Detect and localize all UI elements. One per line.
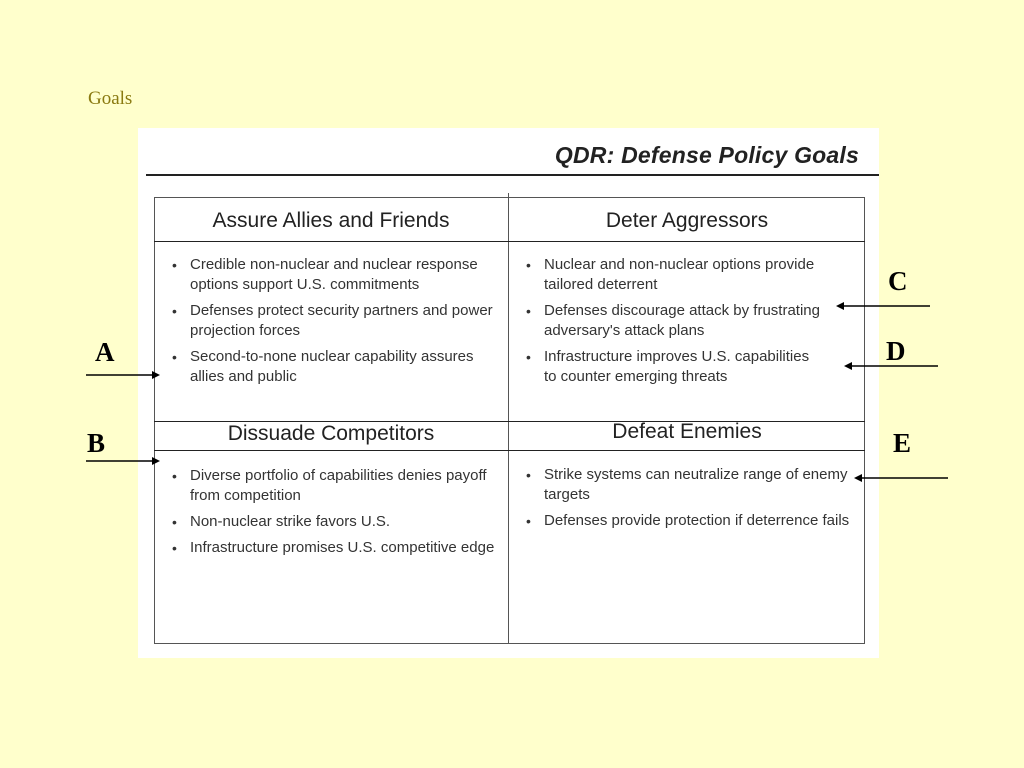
- list-item: • Credible non-nuclear and nuclear response options support U.S. commitments: [168, 255, 498, 295]
- slide-title: Goals: [88, 88, 133, 109]
- list-item: • Strike systems can neutralize range of enemy targets: [522, 465, 852, 505]
- arrow-left-icon: [852, 470, 950, 486]
- bullets-defeat-enemies: [522, 465, 852, 537]
- list-item: • Infrastructure improves U.S. capabilities to counter emerging threats: [522, 347, 822, 387]
- arrow-right-icon: [84, 367, 164, 383]
- title-rule: [146, 174, 879, 176]
- label-b: B: [87, 428, 106, 458]
- bullets-assure-allies: [168, 255, 498, 393]
- heading-deter-aggressors: Deter Aggressors: [605, 209, 769, 232]
- list-item: • Nuclear and non-nuclear options provide tailored deterrent: [522, 255, 822, 295]
- arrow-left-icon: [842, 358, 940, 374]
- label-c: C: [888, 266, 908, 296]
- label-e: E: [893, 428, 912, 458]
- middle-rule-lower: [154, 450, 865, 451]
- heading-assure-allies: Assure Allies and Friends: [212, 209, 450, 232]
- bullets-deter-aggressors: [522, 255, 822, 393]
- arrow-left-icon: [834, 298, 932, 314]
- list-item: • Non-nuclear strike favors U.S.: [168, 512, 498, 532]
- heading-dissuade-competitors: Dissuade Competitors: [227, 422, 435, 445]
- qdr-goals-panel: [138, 128, 879, 658]
- list-item: • Defenses discourage attack by frustrating adversary's attack plans: [522, 301, 822, 341]
- arrow-right-icon: [84, 453, 164, 469]
- heading-defeat-enemies: Defeat Enemies: [612, 420, 762, 443]
- label-d: D: [886, 336, 906, 366]
- list-item: • Infrastructure promises U.S. competitive edge: [168, 538, 498, 558]
- list-item: • Defenses protect security partners and power projection forces: [168, 301, 498, 341]
- list-item: • Defenses provide protection if deterrence fails: [522, 511, 852, 531]
- bullets-dissuade-competitors: [168, 466, 498, 564]
- panel-title: QDR: Defense Policy Goals: [554, 142, 859, 168]
- list-item: • Second-to-none nuclear capability assures allies and public: [168, 347, 498, 387]
- label-a: A: [95, 337, 115, 367]
- vertical-divider: [508, 193, 509, 644]
- top-header-rule: [154, 241, 865, 242]
- list-item: • Diverse portfolio of capabilities denies payoff from competition: [168, 466, 498, 506]
